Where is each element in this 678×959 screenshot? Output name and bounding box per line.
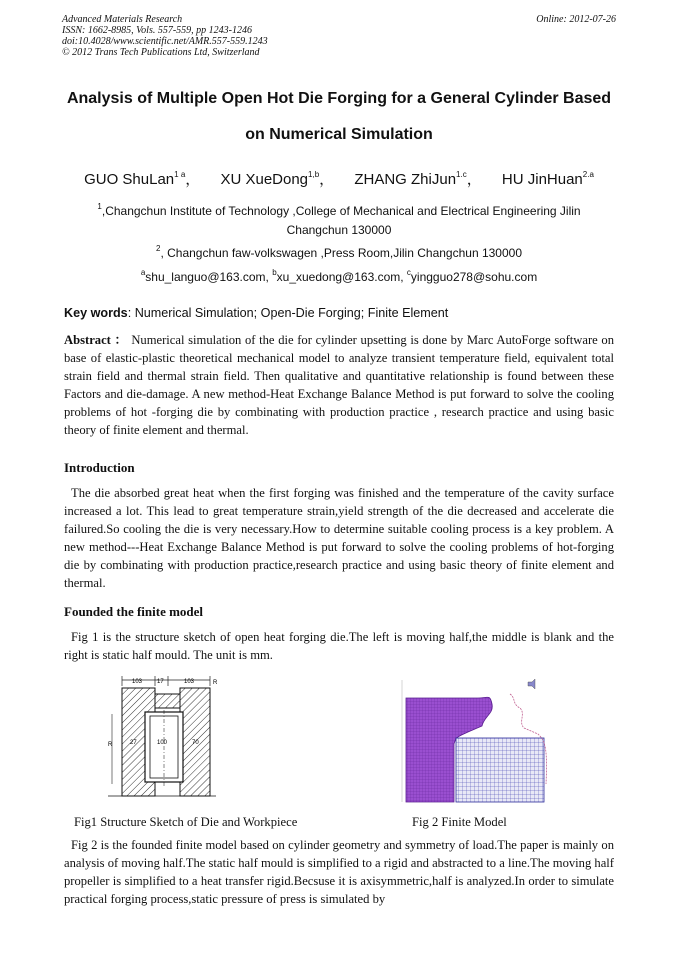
email-link[interactable]: shu_languo@163.com, [145,270,273,284]
dim-label: 27 [130,740,137,746]
author: HU JinHuan$^{2.a}$ [501,170,594,188]
figure-2-caption: Fig 2 Finite Model [412,815,507,829]
online-date: Online: 2012-07-26 [536,14,616,25]
affiliation-2: $^2$, Changchun faw-volkswagen ,Press Room,Jilin Changchun 130000 [156,244,522,260]
speaker-icon [528,679,535,689]
journal-name: Advanced Materials Research [62,14,183,25]
journal-issn: ISSN: 1662-8985, Vols. 557-559, pp 1243-1246 [62,25,252,36]
affiliation-1: $^1$,Changchun Institute of Technology ,College of Mechanical and Electrical Engineering Jilin Changchun 130000 [97,202,581,237]
keywords-label: Key words [64,306,128,320]
keywords-text: : Numerical Simulation; Open-Die Forging; Finite Element [127,306,449,320]
dim-label: 17 [157,679,164,685]
journal-header [62,14,268,58]
journal-doi: doi:10.4028/www.scientific.net/AMR.557-559.1243 [62,36,268,47]
author-list [0,168,678,189]
section-heading-finite-model: Founded the finite model [64,604,204,619]
abstract-text: Numerical simulation of the die for cylinder upsetting is done by Marc AutoForge software on base of elastic-plastic theoretical mechanical model to analyze transient temperature field, equivalent total strain field and thermal strain field. Then qualitative and quantitative relationship is found between these Factors and die-damage. A new method-Heat Exchange Balance Method is put forward to solve the cooling problems of hot -forging die by combinating with production practice , research practice and using basic theory of finite element and thermal. [64,333,614,437]
email-link[interactable]: yingguo278@sohu.com [410,270,538,284]
paper-title-line2: on Numerical Simulation [245,126,433,143]
author: GUO ShuLan$^{1 a}$， [84,170,201,188]
figure-1-die-sketch [100,674,228,808]
journal-copyright: © 2012 Trans Tech Publications Ltd, Switzerland [62,47,260,58]
dim-label: 100 [157,740,168,746]
author: XU XueDong$^{1,b}$， [220,170,335,188]
dim-label: 103 [184,679,195,685]
abstract [64,331,614,439]
paper-title-line1: Analysis of Multiple Open Hot Die Forging for a General Cylinder Based [66,90,612,107]
keywords [64,306,448,320]
author-emails: $^a$shu_languo@163.com, $^b$xu_xuedong@163.com, $^c$yingguo278@sohu.com [140,268,538,284]
dim-label: 70 [192,740,199,746]
section-heading-introduction: Introduction [64,460,135,475]
dim-label: R [108,742,113,748]
email-link[interactable]: xu_xuedong@163.com, [276,270,407,284]
finite-model-paragraph-2: Fig 2 is the founded finite model based on cylinder geometry and symmetry of load.The paper is mainly on analysis of moving half.The static half mould is simplified to a rigid and abstracted to a line.The moving half propeller is simplified to a heat transfer rigid.Becsuse it is axisymmetric,half is analyzed.In order to simulate practical forging process,static pressure of press is simulated by [64,838,614,906]
introduction-text: The die absorbed great heat when the first forging was finished and the temperature of the cavity surface increased a lot. This lead to great temperature strain,yield strength of the die decreased and accelerate die failured.So cooling the die is very necessary.How to determine suitable cooling process is a key problem. A new method---Heat Exchange Balance Method is put forward to solve the cooling problems of hot-forging die by combinating with production practice,research practice and using basic theory of finite element and thermal. [64,486,614,590]
dim-label: R [213,680,218,686]
finite-model-text: Fig 1 is the structure sketch of open heat forging die.The left is moving half,the middle is blank and the right is static half mould. The unit is mm. [64,630,614,662]
figure-2-finite-model [398,674,558,808]
author: ZHANG ZhiJun$^{1.c}$， [354,170,482,188]
figure-1-caption: Fig1 Structure Sketch of Die and Workpiece [74,815,298,829]
dim-label: 103 [132,679,143,685]
abstract-label: Abstract ： [64,333,128,347]
